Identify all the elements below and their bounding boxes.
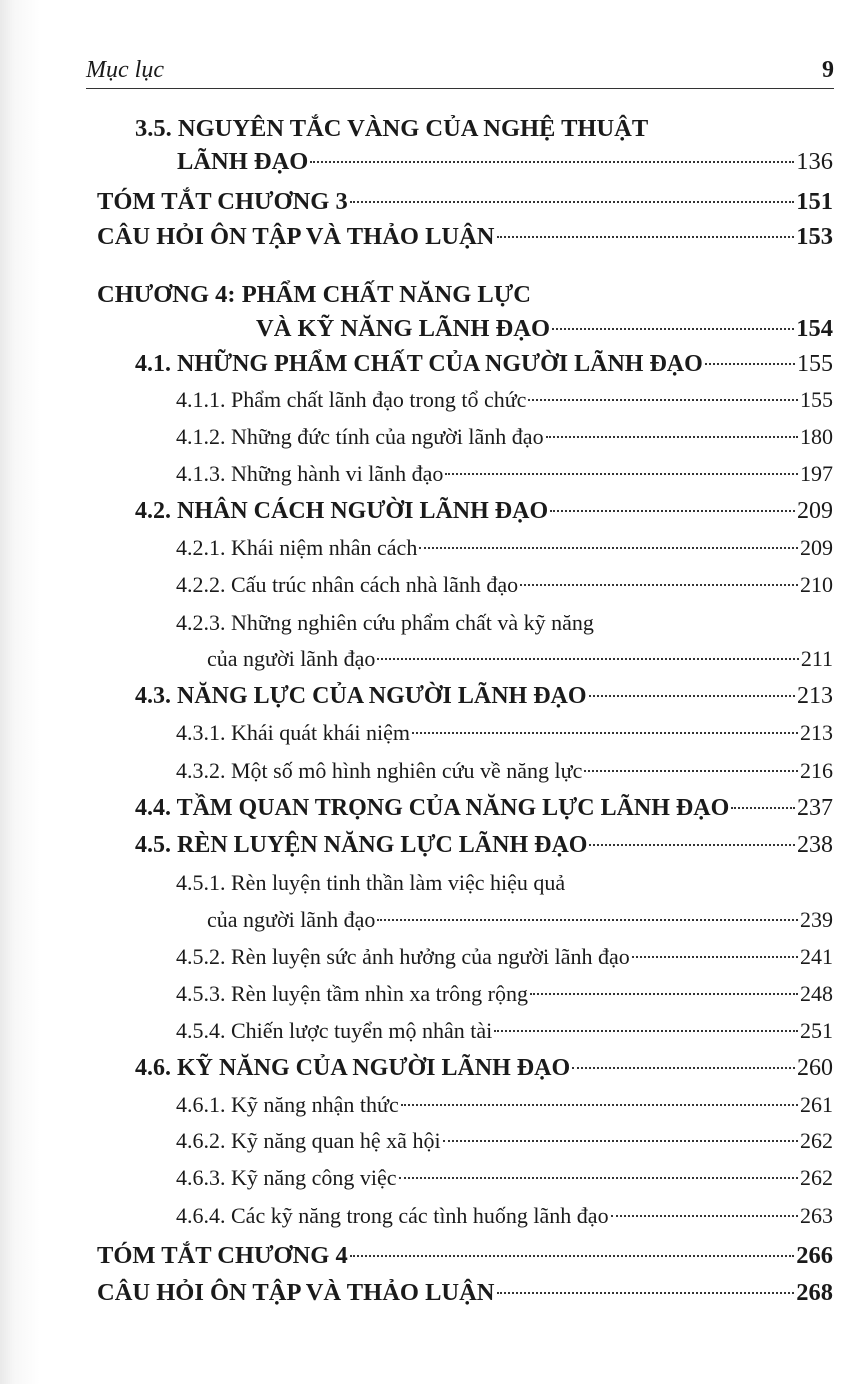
toc-entry-text: 3.5. NGUYÊN TẮC VÀNG CỦA NGHỆ THUẬT xyxy=(135,115,649,142)
dot-leader xyxy=(350,1255,795,1257)
toc-entry xyxy=(135,679,833,713)
toc-entry-text: 4.3.2. Một số mô hình nghiên cứu về năng lực xyxy=(176,758,583,783)
toc-entry xyxy=(176,457,833,491)
toc-entry xyxy=(176,1161,833,1195)
toc-entry-text: TÓM TẮT CHƯƠNG 3 xyxy=(97,188,348,215)
toc-entry-page: 213 xyxy=(797,683,833,709)
page-header xyxy=(86,52,834,89)
dot-leader xyxy=(550,510,795,512)
toc-entry-text: CÂU HỎI ÔN TẬP VÀ THẢO LUẬN xyxy=(97,1279,495,1306)
dot-leader xyxy=(552,328,794,330)
toc-entry xyxy=(176,940,833,974)
dot-leader xyxy=(419,547,798,549)
toc-entry-page: 154 xyxy=(796,315,833,342)
toc-entry-page: 241 xyxy=(800,944,833,969)
toc-entry xyxy=(135,347,833,381)
toc-entry-page: 238 xyxy=(797,832,833,858)
dot-leader xyxy=(589,844,795,846)
toc-entry-text: 4.6.4. Các kỹ năng trong các tình huống lãnh đạo xyxy=(176,1203,609,1228)
toc-entry xyxy=(176,977,833,1011)
toc-entry-text: CÂU HỎI ÔN TẬP VÀ THẢO LUẬN xyxy=(97,223,495,250)
dot-leader xyxy=(401,1104,798,1106)
toc-entry-text: 4.5.4. Chiến lược tuyển mộ nhân tài xyxy=(176,1018,493,1043)
dot-leader xyxy=(589,695,795,697)
toc-entry-text: 4.1. NHỮNG PHẨM CHẤT CỦA NGƯỜI LÃNH ĐẠO xyxy=(135,351,703,377)
toc-entry-page: 216 xyxy=(800,758,833,783)
toc-entry-page: 197 xyxy=(800,461,833,486)
toc-entry xyxy=(207,642,833,676)
toc-entry xyxy=(135,791,833,825)
toc-entry-text: của người lãnh đạo xyxy=(207,646,376,671)
dot-leader xyxy=(443,1140,798,1142)
dot-leader xyxy=(705,363,795,365)
dot-leader xyxy=(412,732,798,734)
toc-entry-text: 4.5. RÈN LUYỆN NĂNG LỰC LÃNH ĐẠO xyxy=(135,832,588,858)
toc-entry-text: 4.3.1. Khái quát khái niệm xyxy=(176,720,411,745)
toc-entry-page: 248 xyxy=(800,981,833,1006)
toc-entry xyxy=(176,568,833,602)
dot-leader xyxy=(399,1177,798,1179)
toc-entry-page: 237 xyxy=(797,795,833,821)
toc-entry-text: 4.1.1. Phẩm chất lãnh đạo trong tổ chức xyxy=(176,387,527,412)
toc-entry xyxy=(176,1088,833,1122)
toc-entry-text: 4.5.1. Rèn luyện tinh thần làm việc hiệu quả xyxy=(176,870,566,895)
toc-entry xyxy=(207,903,833,937)
toc-entry-page: 155 xyxy=(800,387,833,412)
toc-entry-page: 211 xyxy=(800,646,833,671)
dot-leader xyxy=(520,584,798,586)
toc-entry-text: 4.2.1. Khái niệm nhân cách xyxy=(176,535,418,560)
toc-entry-text: 4.4. TẦM QUAN TRỌNG CỦA NĂNG LỰC LÃNH ĐẠO xyxy=(135,795,730,821)
dot-leader xyxy=(632,956,798,958)
toc-entry-text: 4.6.2. Kỹ năng quan hệ xã hội xyxy=(176,1128,441,1153)
page-number: 9 xyxy=(822,57,834,83)
dot-leader xyxy=(497,236,795,238)
toc-entry-text: 4.6.1. Kỹ năng nhận thức xyxy=(176,1092,399,1117)
toc-entry xyxy=(177,145,833,179)
toc-entry-page: 155 xyxy=(797,351,833,377)
toc-entry-text: 4.6. KỸ NĂNG CỦA NGƯỜI LÃNH ĐẠO xyxy=(135,1055,571,1081)
toc-entry xyxy=(135,828,833,862)
toc-entry-text: VÀ KỸ NĂNG LÃNH ĐẠO xyxy=(256,315,550,342)
toc-entry xyxy=(176,383,833,417)
toc-entry-page: 260 xyxy=(797,1055,833,1081)
dot-leader xyxy=(528,399,798,401)
toc-entry xyxy=(97,220,833,254)
toc-entry-page: 151 xyxy=(796,188,833,215)
toc-entry xyxy=(176,754,833,788)
toc-entry xyxy=(176,1124,833,1158)
toc-entry-page: 268 xyxy=(796,1279,833,1306)
toc-entry-page: 262 xyxy=(800,1128,833,1153)
dot-leader xyxy=(350,201,795,203)
toc-entry-text: 4.5.2. Rèn luyện sức ảnh hưởng của người lãnh đạo xyxy=(176,944,630,969)
running-title: Mục lục xyxy=(86,57,164,83)
toc-entry-page: 213 xyxy=(800,720,833,745)
toc-entry xyxy=(97,1276,833,1310)
toc-entry xyxy=(176,420,833,454)
dot-leader xyxy=(546,436,798,438)
toc-entry-page: 239 xyxy=(800,907,833,932)
toc-entry-text: 4.6.3. Kỹ năng công việc xyxy=(176,1165,397,1190)
dot-leader xyxy=(377,658,798,660)
toc-entry-text: 4.5.3. Rèn luyện tầm nhìn xa trông rộng xyxy=(176,981,528,1006)
toc-entry-page: 262 xyxy=(800,1165,833,1190)
dot-leader xyxy=(584,770,798,772)
toc-entry xyxy=(97,185,833,219)
dot-leader xyxy=(377,919,798,921)
dot-leader xyxy=(611,1215,798,1217)
toc-entry-page: 263 xyxy=(800,1203,833,1228)
toc-entry-page: 209 xyxy=(797,498,833,524)
toc-entry-page: 209 xyxy=(800,535,833,560)
dot-leader xyxy=(497,1292,795,1294)
toc-entry-text: của người lãnh đạo xyxy=(207,907,376,932)
toc-entry-page: 210 xyxy=(800,572,833,597)
toc-entry xyxy=(176,531,833,565)
toc-entry-page: 180 xyxy=(800,424,833,449)
toc-entry-page: 136 xyxy=(796,148,833,175)
toc-entry xyxy=(176,1014,833,1048)
toc-entry xyxy=(256,312,833,346)
toc-entry-text: 4.1.3. Những hành vi lãnh đạo xyxy=(176,461,444,486)
dot-leader xyxy=(494,1030,798,1032)
toc-entry-text: 4.1.2. Những đức tính của người lãnh đạo xyxy=(176,424,544,449)
toc-entry-text: 4.2.2. Cấu trúc nhân cách nhà lãnh đạo xyxy=(176,572,519,597)
toc-chapter-title: CHƯƠNG 4: PHẨM CHẤT NĂNG LỰC xyxy=(97,281,531,308)
toc-entry xyxy=(176,1199,833,1233)
toc-entry-page: 261 xyxy=(800,1092,833,1117)
dot-leader xyxy=(530,993,798,995)
toc-entry-page: 266 xyxy=(796,1242,833,1269)
toc-entry-page: 153 xyxy=(796,223,833,250)
dot-leader xyxy=(572,1067,795,1069)
toc-entry xyxy=(176,716,833,750)
toc-entry-page: 251 xyxy=(800,1018,833,1043)
dot-leader xyxy=(310,161,794,163)
toc-entry xyxy=(135,1051,833,1085)
toc-entry-text: LÃNH ĐẠO xyxy=(177,148,309,175)
dot-leader xyxy=(445,473,798,475)
toc-entry-text: TÓM TẮT CHƯƠNG 4 xyxy=(97,1242,348,1269)
toc-entry xyxy=(135,494,833,528)
toc-entry-text: 4.3. NĂNG LỰC CỦA NGƯỜI LÃNH ĐẠO xyxy=(135,683,587,709)
toc-entry xyxy=(97,1239,833,1273)
toc-entry-text: 4.2.3. Những nghiên cứu phẩm chất và kỹ năng xyxy=(176,610,594,635)
toc-entry-text: 4.2. NHÂN CÁCH NGƯỜI LÃNH ĐẠO xyxy=(135,498,549,524)
dot-leader xyxy=(731,807,795,809)
